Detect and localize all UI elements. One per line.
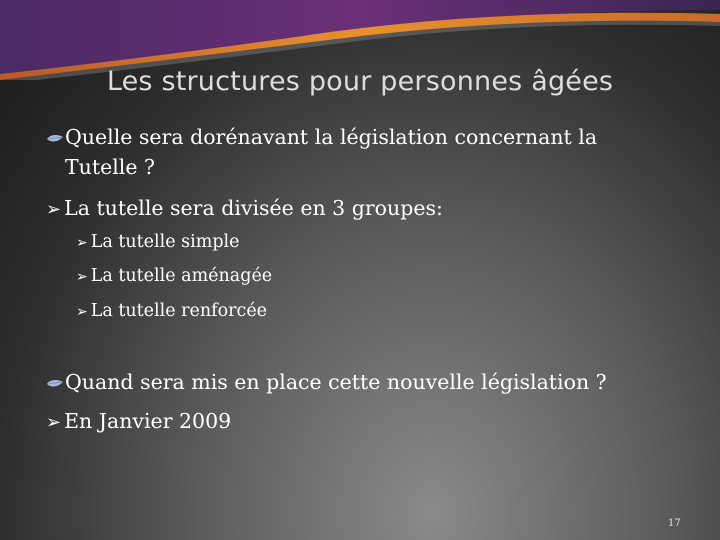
page-number: 17 bbox=[668, 518, 681, 529]
arrow-icon: ➢ bbox=[46, 412, 62, 433]
sub-bullet-item-amenagee bbox=[76, 264, 272, 289]
arrow-icon: ➢ bbox=[76, 304, 88, 320]
bullet-item-continuation bbox=[65, 152, 155, 182]
bullet-text: La tutelle aménagée bbox=[90, 266, 273, 286]
leaf-icon bbox=[46, 379, 64, 389]
bullet-text: Tutelle ? bbox=[65, 155, 155, 179]
slide-title: Les structures pour personnes âgées bbox=[106, 66, 614, 97]
leaf-icon bbox=[46, 134, 64, 144]
bullet-item-question-2 bbox=[46, 367, 607, 397]
bullet-item-answer bbox=[46, 406, 231, 438]
bullet-item-groups bbox=[46, 193, 443, 225]
arrow-icon: ➢ bbox=[76, 269, 88, 285]
sub-bullet-item-renforcee bbox=[76, 299, 267, 324]
arrow-icon: ➢ bbox=[76, 235, 88, 251]
bullet-text: Quelle sera dorénavant la législation concernant la bbox=[65, 125, 598, 149]
arrow-icon: ➢ bbox=[46, 199, 62, 220]
bullet-text: La tutelle renforcée bbox=[90, 301, 268, 321]
sub-bullet-item-simple bbox=[76, 230, 239, 255]
bullet-text: La tutelle simple bbox=[90, 232, 240, 252]
bullet-text: La tutelle sera divisée en 3 groupes: bbox=[64, 196, 443, 220]
bullet-item-question-1 bbox=[46, 122, 597, 152]
bullet-text: Quand sera mis en place cette nouvelle législation ? bbox=[65, 370, 607, 394]
bullet-text: En Janvier 2009 bbox=[64, 409, 232, 433]
